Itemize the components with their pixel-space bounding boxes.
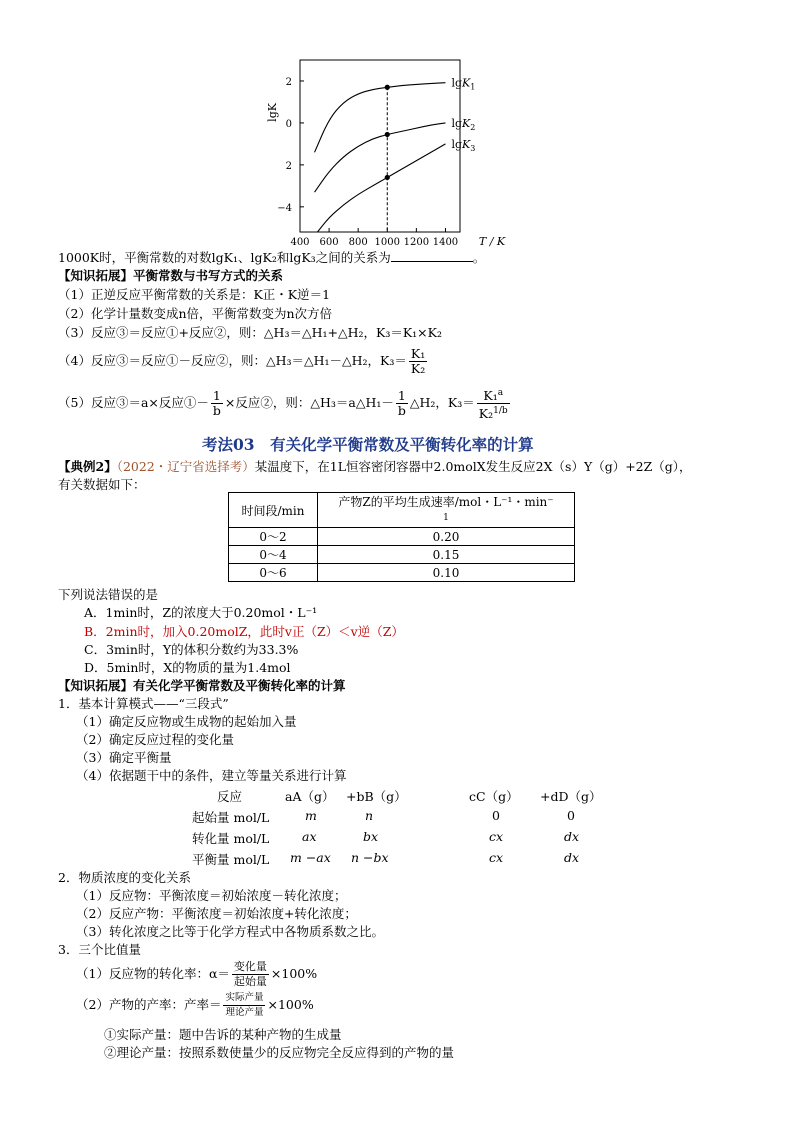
series-marker-lgK1 xyxy=(385,85,390,90)
calc-row1-d: 0 xyxy=(567,808,575,823)
table-cell: 0.20 xyxy=(318,528,575,546)
y-tick-label: 0 xyxy=(285,118,292,130)
option-b[interactable]: B．2min时，加入0.20molZ，此时v正（Z）＜v逆（Z） xyxy=(84,624,404,639)
calc-row3-c: cx xyxy=(489,850,504,865)
ext1-heading: 【知识拓展】平衡常数与书写方式的关系 xyxy=(58,268,284,283)
ext2-s1-1: （1）确定反应物或生成物的起始加入量 xyxy=(76,714,297,729)
option-a[interactable]: A．1min时，Z的浓度大于0.20mol・L⁻¹ xyxy=(84,605,318,620)
calc-row0-d: +dD（g） xyxy=(540,789,602,804)
table-row xyxy=(229,528,575,546)
ext2-s2-1: （1）反应物：平衡浓度＝初始浓度－转化浓度； xyxy=(76,888,347,903)
x-tick-label: 600 xyxy=(319,237,339,248)
series-marker-lgK3 xyxy=(385,175,390,180)
k1-over-k2-fraction xyxy=(409,347,427,376)
table-row xyxy=(229,546,575,564)
question-line xyxy=(58,249,485,266)
calc-row1-c: 0 xyxy=(492,808,500,823)
calc-row0-label: 反应 xyxy=(217,789,243,804)
ext1-line-5-c: △H₂，K₃＝ xyxy=(409,395,475,411)
answer-blank xyxy=(391,250,473,262)
fraction-numerator: 1 xyxy=(396,389,408,404)
table-cell: 0.10 xyxy=(318,564,575,582)
ext1-line-2: （2）化学计量数变成n倍，平衡常数变为n次方倍 xyxy=(58,306,333,321)
example-tag: 【典例2】 xyxy=(58,459,117,474)
rate-table xyxy=(228,492,575,582)
fraction-denominator: b xyxy=(212,403,221,419)
conversion-rate-formula xyxy=(76,958,317,990)
k1-exponent: a xyxy=(497,388,504,398)
x-tick-label: 400 xyxy=(290,237,310,248)
calc-row1-label: 起始量 mol/L xyxy=(192,810,270,825)
calc-row3-a: m −ax xyxy=(290,850,331,865)
question-text: 1000K时，平衡常数的对数lgK₁、lgK₂和lgK₃之间的关系为 xyxy=(58,250,391,265)
yield-suffix: ×100% xyxy=(267,997,314,1012)
plot-frame xyxy=(300,60,460,232)
fraction-denominator: K₂ xyxy=(410,361,426,376)
ext2-s2-2: （2）反应产物：平衡浓度＝初始浓度+转化浓度； xyxy=(76,906,357,921)
yield-fraction xyxy=(223,991,265,1020)
section-title: 考法03 有关化学平衡常数及平衡转化率的计算 xyxy=(202,435,534,454)
calc-row2-label: 转化量 mol/L xyxy=(192,831,270,846)
example-stem-line-1 xyxy=(58,458,692,475)
option-d[interactable]: D．5min时，X的物质的量为1.4mol xyxy=(84,660,291,675)
calc-row2-c: cx xyxy=(489,829,504,844)
calc-row2-b: bx xyxy=(363,829,379,844)
ext1-line-3: （3）反应③＝反应①+反应②，则：△H₃＝△H₁+△H₂，K₃＝K₁×K₂ xyxy=(58,325,442,340)
fraction-denominator: 起始量 xyxy=(233,975,267,988)
ext2-s1-4: （4）依据题干中的条件，建立等量关系进行计算 xyxy=(76,768,347,783)
conversion-rate-label: （1）反应物的转化率：α＝ xyxy=(76,966,230,981)
k1-base: K₁ xyxy=(483,388,498,404)
y-tick-label: −4 xyxy=(277,202,292,214)
table-header-row xyxy=(229,493,575,528)
calc-row2-d: dx xyxy=(564,829,580,844)
k2-base: K₂ xyxy=(478,406,494,422)
calc-row1-b: n xyxy=(365,808,374,823)
header-rate-exp: 1 xyxy=(443,513,449,523)
ext1-line-5-a: （5）反应③＝a×反应①－ xyxy=(58,395,209,411)
ext1-line-5 xyxy=(58,386,512,421)
example-source: （2022・辽宁省选择考） xyxy=(116,459,255,474)
y-axis-label: lgK xyxy=(266,103,279,122)
calc-row2-a: ax xyxy=(302,829,317,844)
x-tick-label: 1000 xyxy=(374,237,400,248)
calc-row0-a: aA（g） xyxy=(285,789,335,804)
table-cell: 0～4 xyxy=(229,546,318,564)
one-over-b-fraction xyxy=(211,389,223,418)
table-cell: 0～2 xyxy=(229,528,318,546)
k-power-fraction xyxy=(477,386,510,421)
ext2-s2: 2．物质浓度的变化关系 xyxy=(58,870,191,885)
x-tick-label: 1200 xyxy=(403,237,430,248)
ext2-heading: 【知识拓展】有关化学平衡常数及平衡转化率的计算 xyxy=(58,678,346,693)
header-rate xyxy=(318,493,575,528)
option-c[interactable]: C．3min时，Y的体积分数约为33.3% xyxy=(84,642,299,657)
ext1-line-4 xyxy=(58,345,429,377)
series-line-lgK1 xyxy=(315,83,446,153)
lgk-temperature-chart xyxy=(262,52,542,252)
ext2-s3: 3．三个比值量 xyxy=(58,942,141,957)
fraction-denominator: b xyxy=(397,403,406,419)
x-tick-label: 1400 xyxy=(432,237,459,248)
series-marker-lgK2 xyxy=(385,132,390,137)
fraction-numerator: K₁ xyxy=(410,346,426,361)
calc-row1-a: m xyxy=(305,808,317,823)
calc-row3-b: n −bx xyxy=(351,850,389,865)
series-label-lgK1: lgK$_1$ xyxy=(451,76,476,92)
table-cell: 0～6 xyxy=(229,564,318,582)
x-tick-label: 800 xyxy=(348,237,368,248)
fraction-denominator xyxy=(477,404,510,421)
series-line-lgK3 xyxy=(317,144,445,232)
calc-row0-c: cC（g） xyxy=(469,789,519,804)
table-row xyxy=(229,564,575,582)
fraction-numerator: 实际产量 xyxy=(223,991,265,1006)
note-actual-yield: ①实际产量：题中告诉的某种产物的生成量 xyxy=(104,1027,342,1042)
ext1-line-4-text: （4）反应③＝反应①－反应②，则：△H₃＝△H₁－△H₂，K₃＝ xyxy=(58,353,407,368)
header-time: 时间段/min xyxy=(229,493,318,528)
ext2-s1-2: （2）确定反应过程的变化量 xyxy=(76,732,234,747)
calc-row3-d: dx xyxy=(564,850,580,865)
one-over-b-fraction-2 xyxy=(396,389,408,418)
series-label-lgK3: lgK$_3$ xyxy=(451,137,476,153)
series-label-lgK2: lgK$_2$ xyxy=(451,116,476,132)
conversion-fraction xyxy=(232,960,269,989)
k2-exponent: 1/b xyxy=(493,406,508,417)
fraction-numerator xyxy=(477,386,510,404)
example-stem: 某温度下，在1L恒容密闭容器中2.0molX发生反应2X（s）Y（g）+2Z（g）， xyxy=(254,459,692,474)
fraction-numerator: 1 xyxy=(211,389,223,404)
example-question: 下列说法错误的是 xyxy=(58,587,159,602)
calc-row3-label: 平衡量 mol/L xyxy=(192,852,270,867)
header-rate-text: 产物Z的平均生成速率/mol・L⁻¹・min⁻ xyxy=(338,495,554,509)
x-axis-label: T / K xyxy=(478,235,506,248)
ext2-s1: 1．基本计算模式——“三段式” xyxy=(58,696,229,711)
question-end: 。 xyxy=(472,250,486,265)
y-tick-label: 2 xyxy=(285,160,292,172)
example-stem-line-2: 有关数据如下： xyxy=(58,477,146,492)
y-tick-label: 2 xyxy=(285,76,292,88)
table-cell: 0.15 xyxy=(318,546,575,564)
ext1-line-5-b: ×反应②，则：△H₃＝a△H₁－ xyxy=(224,395,394,411)
note-theoretical-yield: ②理论产量：按照系数使量少的反应物完全反应得到的产物的量 xyxy=(104,1045,455,1060)
fraction-numerator: 变化量 xyxy=(233,960,267,973)
ext2-s1-3: （3）确定平衡量 xyxy=(76,750,172,765)
ext1-line-1: （1）正逆反应平衡常数的关系是：K正・K逆＝1 xyxy=(58,287,331,302)
calc-row0-b: +bB（g） xyxy=(346,789,407,804)
yield-label: （2）产物的产率：产率＝ xyxy=(76,997,222,1012)
conversion-rate-suffix: ×100% xyxy=(270,966,318,981)
yield-formula xyxy=(76,990,314,1020)
ext2-s2-3: （3）转化浓度之比等于化学方程式中各物质系数之比。 xyxy=(76,924,384,939)
fraction-denominator: 理论产量 xyxy=(225,1007,264,1018)
